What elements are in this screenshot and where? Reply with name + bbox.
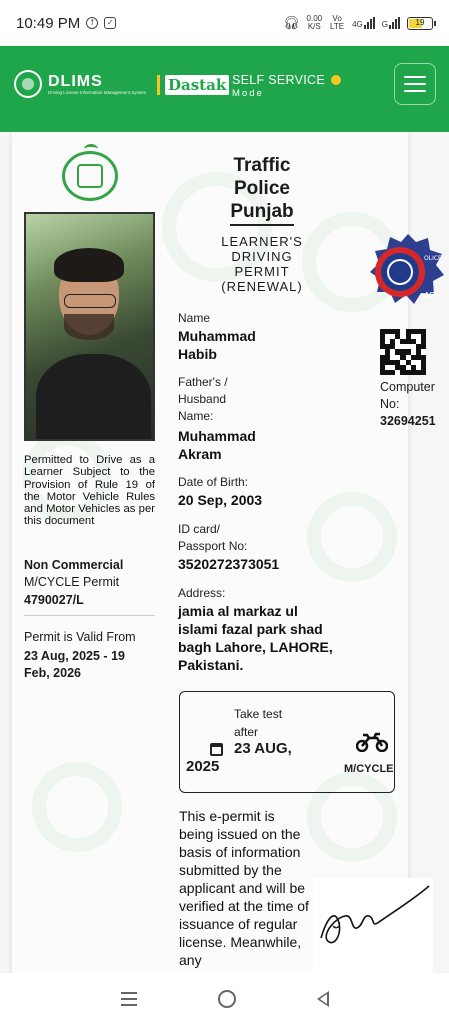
dlims-logo[interactable]: DLIMS Driving License Information Management System [14,70,146,98]
permit-card [12,132,408,973]
id-card-label: ID card/ Passport No: [178,522,248,553]
disclaimer-text: This e-permit is being issued on the basis of information submitted by the applicant and will be verified at the time of issuance of regular license. Meanwhile, any [179,808,309,968]
calendar-icon [210,743,223,756]
father-name-label: Father's / Husband Name: [178,375,228,423]
status-indicators [283,15,433,31]
battery-icon: 19 [407,17,433,30]
test-date: 23 AUG, [234,740,292,757]
computer-no-value: 32694251 [380,414,436,428]
status-time: 10:49 PM [16,14,81,32]
divider [24,615,155,616]
permit-type: LEARNER'S DRIVING PERMIT (RENEWAL) [221,234,303,294]
validity-dates: 23 Aug, 2025 - 19 Feb, 2026 [24,649,125,680]
id-card-value: 3520272373051 [178,556,280,572]
headset-icon: 🎧︎ [283,15,300,30]
volte-indicator: Vo LTE [330,14,345,31]
recent-apps-button[interactable] [121,992,137,1006]
motorcycle-icon [356,732,388,752]
shield-notification-icon: ✓ [104,17,116,29]
back-button[interactable] [317,991,329,1007]
svg-text:AB: AB [424,291,435,300]
self-service-mode: SELF SERVICE Mode [232,73,341,99]
computer-no-label: Computer No: [380,380,435,411]
qr-code [380,329,426,375]
address-value: jamia al markaz ul islami fazal park shad bagh Lahore, LAHORE, Pakistani. [178,603,333,673]
hamburger-icon [404,76,426,78]
home-button[interactable] [218,990,236,1008]
hamburger-menu-button[interactable] [394,63,436,105]
permit-view[interactable] [0,132,449,973]
test-date-box [179,691,395,793]
name-label: Name [178,311,211,325]
permit-number: 4790027/L [24,593,84,607]
test-category: M/CYCLE [344,763,394,775]
vehicle-permit-type: M/CYCLE Permit [24,575,120,589]
facebook-notification-icon: f [86,17,98,29]
permitted-to-drive-text: Permitted to Drive as a Learner Subject to the Provision of Rule 19 of the Motor Vehicle Rules and Motor Vehicles as per this document [24,454,155,528]
validity-label: Permit is Valid From [24,630,136,644]
app-header [0,46,449,132]
commercial-status: Non Commercial [24,558,124,572]
applicant-photo [24,212,155,441]
punjab-emblem [62,151,118,201]
police-badge [368,232,447,308]
net-speed: 0.00 K/S [306,14,323,31]
signal-g-icon: G [382,17,400,29]
dob-value: 20 Sep, 2003 [178,492,263,508]
dob-label: Date of Birth: [178,475,249,489]
take-test-label: Take test after [234,707,283,739]
signal-4g-icon: 4G [352,17,375,29]
name-value: Muhammad Habib [178,328,256,362]
test-year: 2025 [186,758,220,775]
applicant-signature [313,878,433,973]
system-nav-bar [0,973,449,1024]
address-label: Address: [178,586,226,600]
dlims-emblem-icon [14,70,42,98]
permit-title: Traffic Police Punjab [208,154,316,226]
status-bar [0,0,449,46]
svg-text:OLICE: OLICE [424,255,442,262]
dastak-logo: Dastak [157,75,229,95]
father-name-value: Muhammad Akram [178,428,256,462]
mode-indicator-dot [331,75,341,85]
